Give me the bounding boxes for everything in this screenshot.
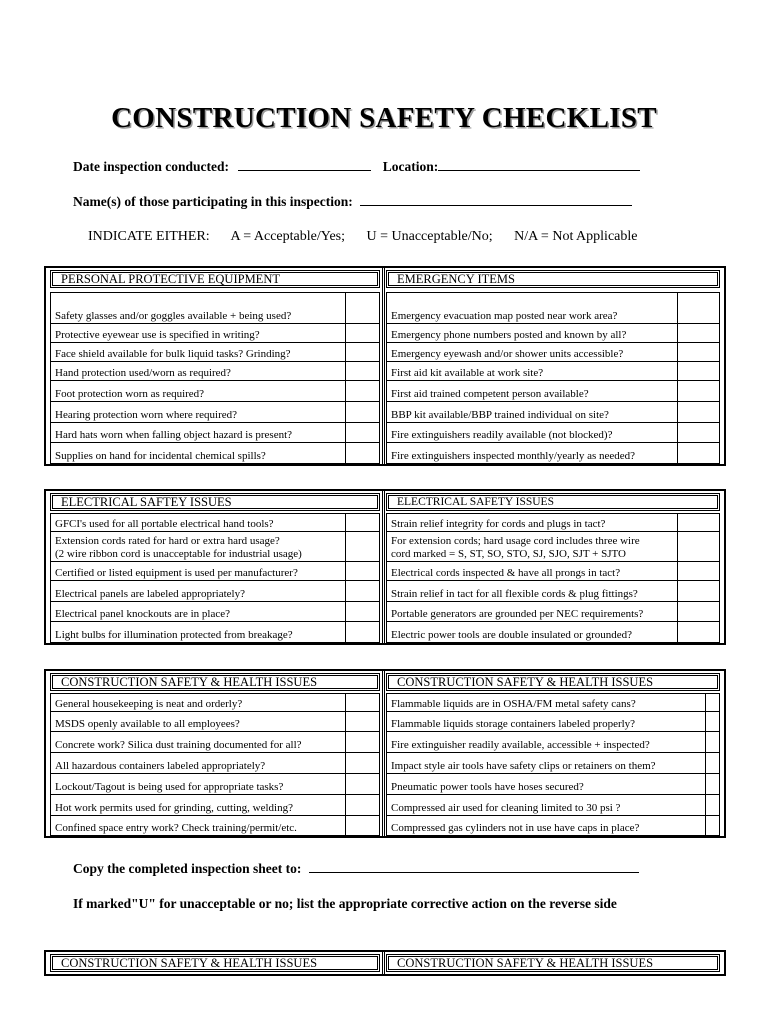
construction-left-column bbox=[50, 693, 380, 836]
check-cell[interactable] bbox=[345, 362, 346, 380]
date-label: Date inspection conducted: bbox=[73, 159, 229, 174]
marked-note: If marked"U" for unacceptable or no; list the appropriate corrective action on the reverse side bbox=[73, 896, 617, 911]
check-cell[interactable] bbox=[345, 562, 346, 580]
check-cell[interactable] bbox=[345, 293, 346, 323]
check-cell[interactable] bbox=[677, 581, 678, 601]
check-cell[interactable] bbox=[345, 532, 346, 561]
check-cell[interactable] bbox=[345, 816, 346, 835]
check-cell[interactable] bbox=[345, 443, 346, 463]
checklist-row: Electric power tools are double insulated or grounded? bbox=[387, 622, 719, 642]
checklist-row: Portable generators are grounded per NEC requirements? bbox=[387, 602, 719, 622]
check-cell[interactable] bbox=[677, 423, 678, 442]
legend-unacceptable: U = Unacceptable/No; bbox=[366, 229, 493, 244]
check-cell[interactable] bbox=[705, 712, 706, 731]
column-divider bbox=[382, 491, 385, 643]
checklist-row: Supplies on hand for incidental chemical spills? bbox=[51, 443, 379, 463]
checklist-row: Strain relief in tact for all flexible cords & plug fittings? bbox=[387, 581, 719, 602]
column-divider bbox=[382, 671, 385, 836]
check-cell[interactable] bbox=[677, 602, 678, 621]
checklist-row: Fire extinguishers readily available (not blocked)? bbox=[387, 423, 719, 443]
section-header-ppe: PERSONAL PROTECTIVE EQUIPMENT bbox=[50, 270, 380, 288]
copy-line bbox=[73, 860, 639, 877]
section-electrical bbox=[44, 489, 726, 645]
column-divider bbox=[382, 268, 385, 464]
section-header-emergency: EMERGENCY ITEMS bbox=[386, 270, 720, 288]
legend bbox=[88, 229, 655, 245]
ppe-column bbox=[50, 292, 380, 464]
checklist-row: GFCI's used for all portable electrical hand tools? bbox=[51, 514, 379, 532]
electrical-right-column bbox=[386, 513, 720, 643]
check-cell[interactable] bbox=[345, 774, 346, 794]
checklist-row: Concrete work? Silica dust training documented for all? bbox=[51, 732, 379, 753]
legend-acceptable: A = Acceptable/Yes; bbox=[230, 229, 346, 244]
checklist-row: First aid kit available at work site? bbox=[387, 362, 719, 381]
check-cell[interactable] bbox=[345, 622, 346, 642]
copy-to-field[interactable] bbox=[309, 860, 639, 873]
checklist-row: Pneumatic power tools have hoses secured? bbox=[387, 774, 719, 795]
checklist-row: Hard hats worn when falling object hazard is present? bbox=[51, 423, 379, 443]
checklist-row: Emergency evacuation map posted near work area? bbox=[387, 293, 719, 324]
section-header-extra-left: CONSTRUCTION SAFETY & HEALTH ISSUES bbox=[50, 954, 380, 972]
checklist-row: Confined space entry work? Check training/permit/etc. bbox=[51, 816, 379, 835]
check-cell[interactable] bbox=[677, 443, 678, 463]
check-cell[interactable] bbox=[705, 694, 706, 711]
check-cell[interactable] bbox=[345, 343, 346, 361]
checklist-row: All hazardous containers labeled appropriately? bbox=[51, 753, 379, 774]
checklist-row: Emergency phone numbers posted and known by all? bbox=[387, 324, 719, 343]
checklist-row: Electrical panels are labeled appropriately? bbox=[51, 581, 379, 602]
checklist-row: Electrical panel knockouts are in place? bbox=[51, 602, 379, 622]
section-construction-health bbox=[44, 669, 726, 838]
date-line bbox=[73, 158, 640, 175]
checklist-row: Extension cords rated for hard or extra hard usage? (2 wire ribbon cord is unacceptable for industrial usage) bbox=[51, 532, 379, 562]
checklist-row: Foot protection worn as required? bbox=[51, 381, 379, 402]
checklist-row: Fire extinguisher readily available, accessible + inspected? bbox=[387, 732, 719, 753]
location-label: Location: bbox=[382, 159, 439, 174]
checklist-row: MSDS openly available to all employees? bbox=[51, 712, 379, 732]
checklist-row: Fire extinguishers inspected monthly/yearly as needed? bbox=[387, 443, 719, 463]
check-cell[interactable] bbox=[345, 324, 346, 342]
checklist-row: Flammable liquids storage containers labeled properly? bbox=[387, 712, 719, 732]
date-field[interactable] bbox=[238, 158, 371, 171]
check-cell[interactable] bbox=[345, 753, 346, 773]
check-cell[interactable] bbox=[677, 562, 678, 580]
checklist-row: Flammable liquids are in OSHA/FM metal safety cans? bbox=[387, 694, 719, 712]
check-cell[interactable] bbox=[705, 732, 706, 752]
check-cell[interactable] bbox=[677, 381, 678, 401]
check-cell[interactable] bbox=[677, 293, 678, 323]
construction-right-column bbox=[386, 693, 720, 836]
checklist-row: Emergency eyewash and/or shower units accessible? bbox=[387, 343, 719, 362]
checklist-row: Hot work permits used for grinding, cutting, welding? bbox=[51, 795, 379, 816]
section-header-construction-right: CONSTRUCTION SAFETY & HEALTH ISSUES bbox=[386, 673, 720, 691]
checklist-row: Lockout/Tagout is being used for appropriate tasks? bbox=[51, 774, 379, 795]
check-cell[interactable] bbox=[677, 362, 678, 380]
check-cell[interactable] bbox=[677, 324, 678, 342]
checklist-row: First aid trained competent person available? bbox=[387, 381, 719, 402]
check-cell[interactable] bbox=[345, 423, 346, 442]
section-header-construction-left: CONSTRUCTION SAFETY & HEALTH ISSUES bbox=[50, 673, 380, 691]
section-construction-health-extra bbox=[44, 950, 726, 976]
checklist-row: General housekeeping is neat and orderly? bbox=[51, 694, 379, 712]
checklist-row: Certified or listed equipment is used per manufacturer? bbox=[51, 562, 379, 581]
check-cell[interactable] bbox=[705, 795, 706, 815]
checklist-row: BBP kit available/BBP trained individual on site? bbox=[387, 402, 719, 423]
checklist-row: Impact style air tools have safety clips or retainers on them? bbox=[387, 753, 719, 774]
check-cell[interactable] bbox=[345, 602, 346, 621]
column-divider bbox=[382, 952, 385, 974]
checklist-row: Protective eyewear use is specified in writing? bbox=[51, 324, 379, 343]
page-title: CONSTRUCTION SAFETY CHECKLIST bbox=[111, 102, 657, 134]
emergency-column bbox=[386, 292, 720, 464]
section-ppe-emergency bbox=[44, 266, 726, 466]
check-cell[interactable] bbox=[345, 402, 346, 422]
check-cell[interactable] bbox=[345, 381, 346, 401]
section-header-electrical-right: ELECTRICAL SAFETY ISSUES bbox=[386, 493, 720, 511]
checklist-row: Electrical cords inspected & have all prongs in tact? bbox=[387, 562, 719, 581]
checklist-row: Compressed gas cylinders not in use have caps in place? bbox=[387, 816, 719, 835]
checklist-row: Hand protection used/worn as required? bbox=[51, 362, 379, 381]
check-cell[interactable] bbox=[345, 712, 346, 731]
names-field[interactable] bbox=[360, 193, 632, 206]
check-cell[interactable] bbox=[705, 816, 706, 835]
section-header-electrical-left: ELECTRICAL SAFTEY ISSUES bbox=[50, 493, 380, 511]
legend-not-applicable: N/A = Not Applicable bbox=[514, 229, 638, 244]
section-header-extra-right: CONSTRUCTION SAFETY & HEALTH ISSUES bbox=[386, 954, 720, 972]
check-cell[interactable] bbox=[705, 774, 706, 794]
names-line bbox=[73, 193, 632, 210]
checklist-row: Strain relief integrity for cords and plugs in tact? bbox=[387, 514, 719, 532]
check-cell[interactable] bbox=[677, 514, 678, 531]
electrical-left-column bbox=[50, 513, 380, 643]
names-label: Name(s) of those participating in this inspection: bbox=[73, 194, 353, 209]
check-cell[interactable] bbox=[345, 732, 346, 752]
checklist-row: Safety glasses and/or goggles available + being used? bbox=[51, 293, 379, 324]
copy-label: Copy the completed inspection sheet to: bbox=[73, 861, 302, 876]
check-cell[interactable] bbox=[677, 622, 678, 642]
check-cell[interactable] bbox=[345, 581, 346, 601]
location-field[interactable] bbox=[438, 158, 640, 171]
check-cell[interactable] bbox=[705, 753, 706, 773]
check-cell[interactable] bbox=[677, 532, 678, 561]
checklist-row: Hearing protection worn where required? bbox=[51, 402, 379, 423]
checklist-row: For extension cords; hard usage cord includes three wire cord marked = S, ST, SO, STO, SJ, SJO, SJT + SJTO bbox=[387, 532, 719, 562]
check-cell[interactable] bbox=[345, 514, 346, 531]
checklist-row: Face shield available for bulk liquid tasks? Grinding? bbox=[51, 343, 379, 362]
check-cell[interactable] bbox=[345, 795, 346, 815]
check-cell[interactable] bbox=[677, 343, 678, 361]
indicate-label: INDICATE EITHER: bbox=[88, 229, 210, 244]
checklist-row: Light bulbs for illumination protected from breakage? bbox=[51, 622, 379, 642]
check-cell[interactable] bbox=[677, 402, 678, 422]
checklist-row: Compressed air used for cleaning limited to 30 psi ? bbox=[387, 795, 719, 816]
check-cell[interactable] bbox=[345, 694, 346, 711]
